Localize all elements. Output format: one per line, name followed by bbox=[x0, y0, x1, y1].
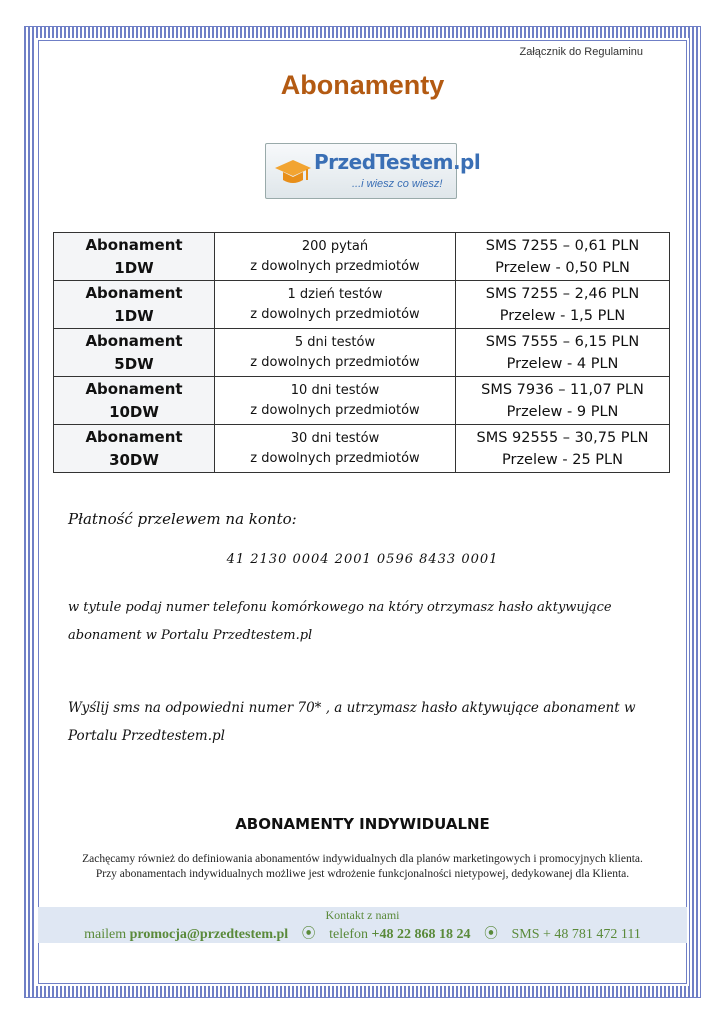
plan-name: Abonament bbox=[85, 283, 183, 302]
plan-code: 30DW bbox=[109, 450, 159, 469]
plan-desc-cell bbox=[215, 233, 456, 281]
payment-label: Płatność przelewem na konto: bbox=[68, 510, 297, 528]
logo-slogan: ...i wiesz co wiesz! bbox=[352, 178, 443, 190]
sms-instructions: Wyślij sms na odpowiedni numer 70* , a utrzymasz hasło aktywujące abonament w Portalu Przedtestem.pl bbox=[68, 700, 636, 744]
plan-price-cell bbox=[456, 425, 670, 473]
plan-name-cell bbox=[54, 377, 215, 425]
plan-desc-cell bbox=[215, 281, 456, 329]
bank-account-number: 41 2130 0004 2001 0596 8433 0001 bbox=[226, 552, 499, 567]
plan-transfer-price: Przelew - 25 PLN bbox=[502, 451, 623, 468]
plan-name-cell bbox=[54, 233, 215, 281]
logo bbox=[265, 143, 481, 199]
plan-price-cell bbox=[456, 281, 670, 329]
plan-desc-line: z dowolnych przedmiotów bbox=[250, 402, 420, 418]
plan-sms-price: SMS 92555 – 30,75 PLN bbox=[476, 429, 649, 446]
table-row bbox=[54, 281, 670, 329]
contact-line bbox=[38, 923, 687, 943]
individual-description bbox=[50, 852, 675, 882]
sms-number: SMS + 48 781 472 111 bbox=[511, 927, 641, 942]
mail-label: mailem bbox=[84, 927, 127, 942]
plan-name: Abonament bbox=[85, 331, 183, 350]
table-row bbox=[54, 233, 670, 281]
plan-desc-cell bbox=[215, 425, 456, 473]
table-row bbox=[54, 425, 670, 473]
plan-desc-line: z dowolnych przedmiotów bbox=[250, 258, 420, 274]
individual-line: Zachęcamy również do definiowania abonamentów indywidualnych dla planów marketingowych i promocyjnych klienta. bbox=[82, 853, 643, 865]
plan-transfer-price: Przelew - 9 PLN bbox=[506, 403, 619, 420]
plan-code: 1DW bbox=[114, 306, 154, 325]
annex-label: Załącznik do Regulaminu bbox=[519, 46, 643, 58]
plan-sms-price: SMS 7936 – 11,07 PLN bbox=[481, 381, 644, 398]
plan-sms-price: SMS 7255 – 0,61 PLN bbox=[485, 237, 640, 254]
plan-code: 1DW bbox=[114, 258, 154, 277]
plan-desc-line: z dowolnych przedmiotów bbox=[250, 450, 420, 466]
separator-icon: ⦿ bbox=[301, 927, 316, 942]
individual-line: Przy abonamentach indywidualnych możliwe jest wdrożenie funkcjonalności nietypowej, dedykowanej dla Klienta. bbox=[95, 868, 630, 880]
plan-name: Abonament bbox=[85, 427, 183, 446]
logo-brand: PrzedTestem.pl bbox=[314, 150, 481, 174]
phone-number[interactable]: +48 22 868 18 24 bbox=[371, 927, 471, 942]
table-row bbox=[54, 377, 670, 425]
plan-name: Abonament bbox=[85, 379, 183, 398]
plan-price-cell bbox=[456, 377, 670, 425]
plan-desc-line: z dowolnych przedmiotów bbox=[250, 306, 420, 322]
plan-desc-cell bbox=[215, 377, 456, 425]
plan-desc-line: 1 dzień testów bbox=[287, 286, 383, 302]
plan-code: 5DW bbox=[114, 354, 154, 373]
plan-name-cell bbox=[54, 425, 215, 473]
separator-icon: ⦿ bbox=[484, 927, 499, 942]
plan-name-cell bbox=[54, 329, 215, 377]
plan-desc-line: z dowolnych przedmiotów bbox=[250, 354, 420, 370]
contact-bar bbox=[38, 907, 687, 943]
plan-transfer-price: Przelew - 0,50 PLN bbox=[495, 259, 630, 276]
plan-desc-line: 30 dni testów bbox=[290, 430, 380, 446]
plan-price-cell bbox=[456, 233, 670, 281]
contact-title: Kontakt z nami bbox=[325, 908, 400, 922]
email-link[interactable]: promocja@przedtestem.pl bbox=[129, 927, 289, 942]
plan-name-cell bbox=[54, 281, 215, 329]
plan-desc-line: 10 dni testów bbox=[290, 382, 380, 398]
plan-code: 10DW bbox=[109, 402, 159, 421]
table-row bbox=[54, 329, 670, 377]
plan-desc-cell bbox=[215, 329, 456, 377]
phone-label: telefon bbox=[329, 927, 369, 942]
transfer-instructions: w tytule podaj numer telefonu komórkowego na który otrzymasz hasło aktywujące abonament w Portalu Przedtestem.pl bbox=[68, 600, 612, 643]
plans-table bbox=[53, 232, 670, 473]
graduation-cap-icon bbox=[274, 158, 312, 188]
plan-sms-price: SMS 7555 – 6,15 PLN bbox=[485, 333, 640, 350]
plan-price-cell bbox=[456, 329, 670, 377]
plan-transfer-price: Przelew - 4 PLN bbox=[506, 355, 619, 372]
individual-heading: ABONAMENTY INDYWIDUALNE bbox=[235, 815, 490, 833]
plan-desc-line: 200 pytań bbox=[301, 238, 369, 254]
plan-desc-line: 5 dni testów bbox=[294, 334, 376, 350]
page-title: Abonamenty bbox=[280, 70, 445, 100]
plan-name: Abonament bbox=[85, 235, 183, 254]
plan-transfer-price: Przelew - 1,5 PLN bbox=[499, 307, 626, 324]
plan-sms-price: SMS 7255 – 2,46 PLN bbox=[485, 285, 640, 302]
